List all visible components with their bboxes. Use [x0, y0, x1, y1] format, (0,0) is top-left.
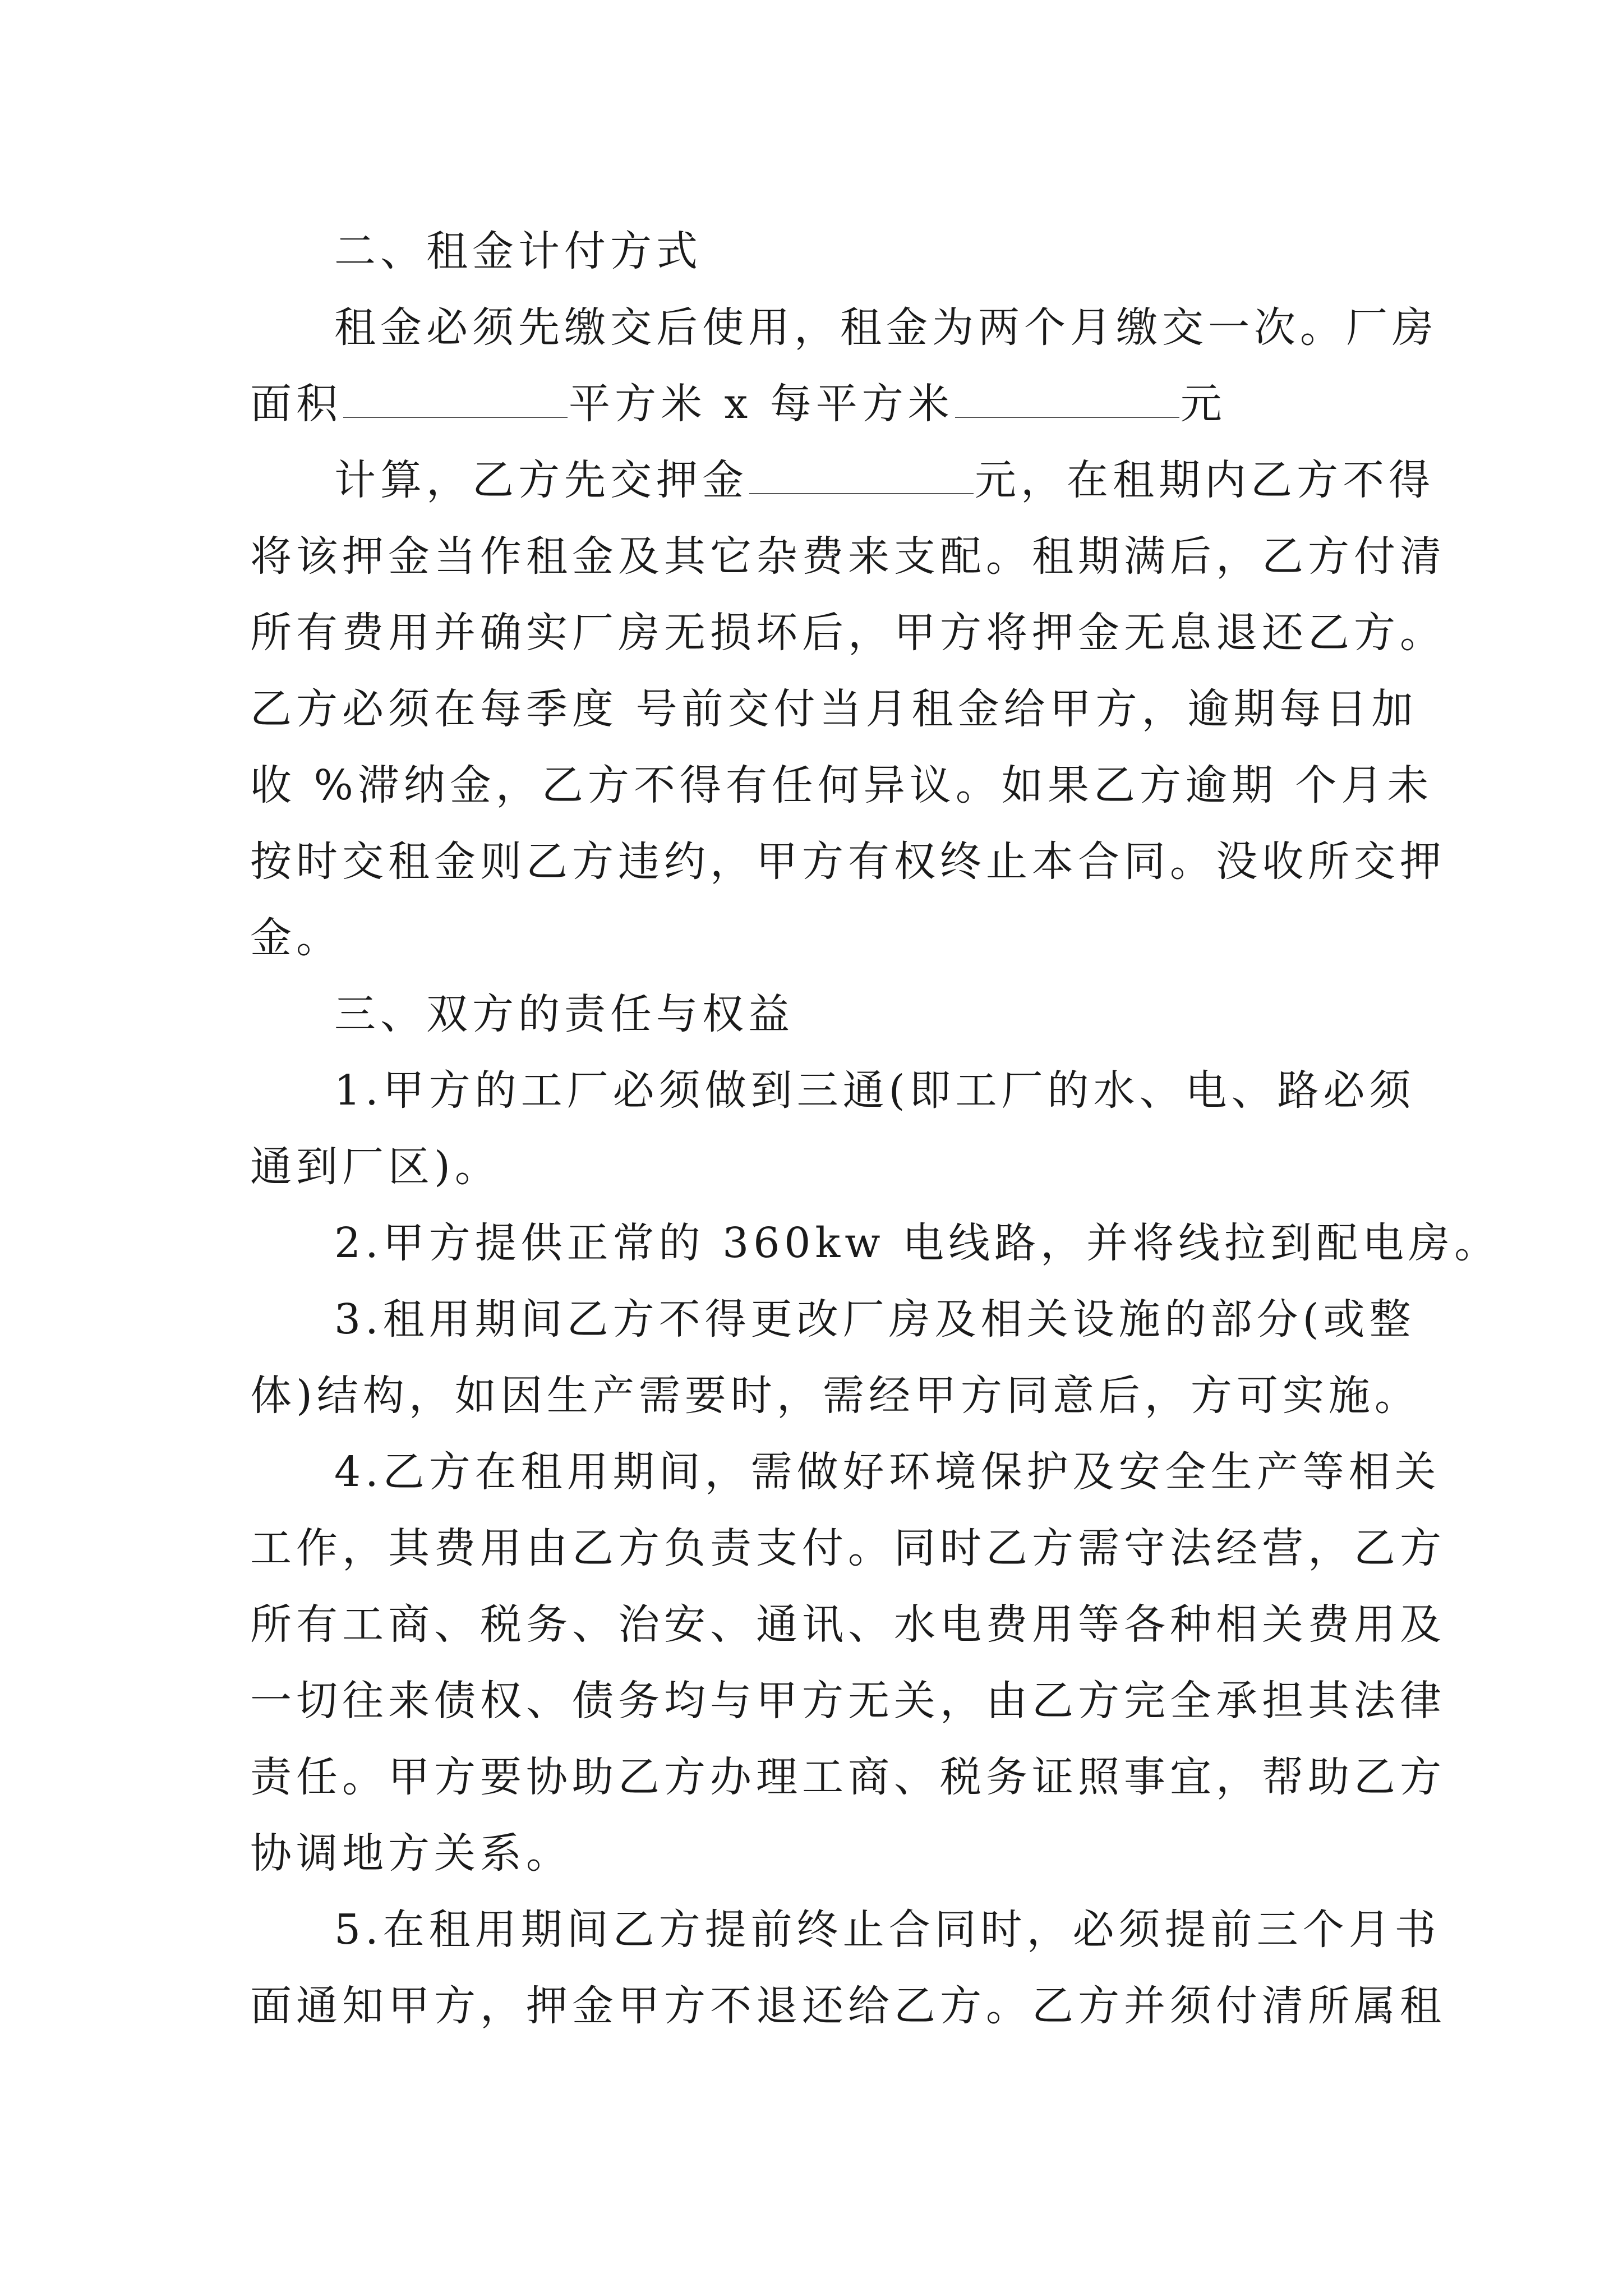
- clause-4-line: 责任。甲方要协助乙方办理工商、税务证照事宜，帮助乙方: [250, 1753, 1446, 1801]
- paragraph-line: 收 %滞纳金，乙方不得有任何异议。如果乙方逾期 个月未: [250, 761, 1433, 809]
- clause-4-line: 4.乙方在租用期间，需做好环境保护及安全生产等相关: [334, 1448, 1441, 1496]
- paragraph-line: 按时交租金则乙方违约，甲方有权终止本合同。没收所交押: [250, 838, 1446, 886]
- paragraph-line: 将该押金当作租金及其它杂费来支配。租期满后，乙方付清: [250, 532, 1446, 581]
- clause-3-line: 3.租用期间乙方不得更改厂房及相关设施的部分(或整: [334, 1295, 1415, 1343]
- text-segment: 元: [1180, 380, 1227, 428]
- paragraph-line-with-blank: [250, 442, 1435, 518]
- clause-4-line: 所有工商、税务、治安、通讯、水电费用等各种相关费用及: [250, 1600, 1446, 1649]
- clause-5-line: 面通知甲方，押金甲方不退还给乙方。乙方并须付清所属租: [250, 1982, 1446, 2030]
- fill-in-blank-price: [955, 383, 1179, 418]
- clause-4-line: 一切往来债权、债务均与甲方无关，由乙方完全承担其法律: [250, 1677, 1446, 1725]
- clause-3-line: 体)结构，如因生产需要时，需经甲方同意后，方可实施。: [250, 1372, 1421, 1420]
- document-body: [250, 213, 1501, 2044]
- paragraph-line: 租金必须先缴交后使用，租金为两个月缴交一次。厂房: [334, 303, 1438, 352]
- paragraph-line: 乙方必须在每季度 号前交付当月租金给甲方，逾期每日加: [250, 685, 1418, 733]
- paragraph-line: 金。: [250, 914, 342, 962]
- section-heading-responsibilities: 三、双方的责任与权益: [334, 990, 794, 1038]
- text-segment: 平方米 x 每平方米: [569, 380, 954, 428]
- clause-1-line: 1.甲方的工厂必须做到三通(即工厂的水、电、路必须: [334, 1066, 1415, 1115]
- clause-2-line: 2.甲方提供正常的 360kw 电线路，并将线拉到配电房。: [334, 1219, 1501, 1267]
- text-segment: 面积: [250, 380, 342, 428]
- fill-in-blank-area: [343, 383, 568, 418]
- clause-4-line: 工作，其费用由乙方负责支付。同时乙方需守法经营，乙方: [250, 1524, 1446, 1572]
- text-segment: 计算，乙方先交押金: [334, 456, 748, 504]
- text-segment: 元，在租期内乙方不得: [975, 456, 1435, 504]
- paragraph-line: 所有费用并确实厂房无损坏后，甲方将押金无息退还乙方。: [250, 609, 1446, 657]
- clause-1-line: 通到厂区)。: [250, 1143, 501, 1191]
- fill-in-blank-deposit: [749, 459, 974, 494]
- clause-4-line: 协调地方关系。: [250, 1829, 572, 1878]
- clause-5-line: 5.在租用期间乙方提前终止合同时，必须提前三个月书: [334, 1906, 1441, 1954]
- paragraph-line-with-blanks: [250, 366, 1383, 442]
- section-heading-rent-payment: 二、租金计付方式: [334, 227, 702, 275]
